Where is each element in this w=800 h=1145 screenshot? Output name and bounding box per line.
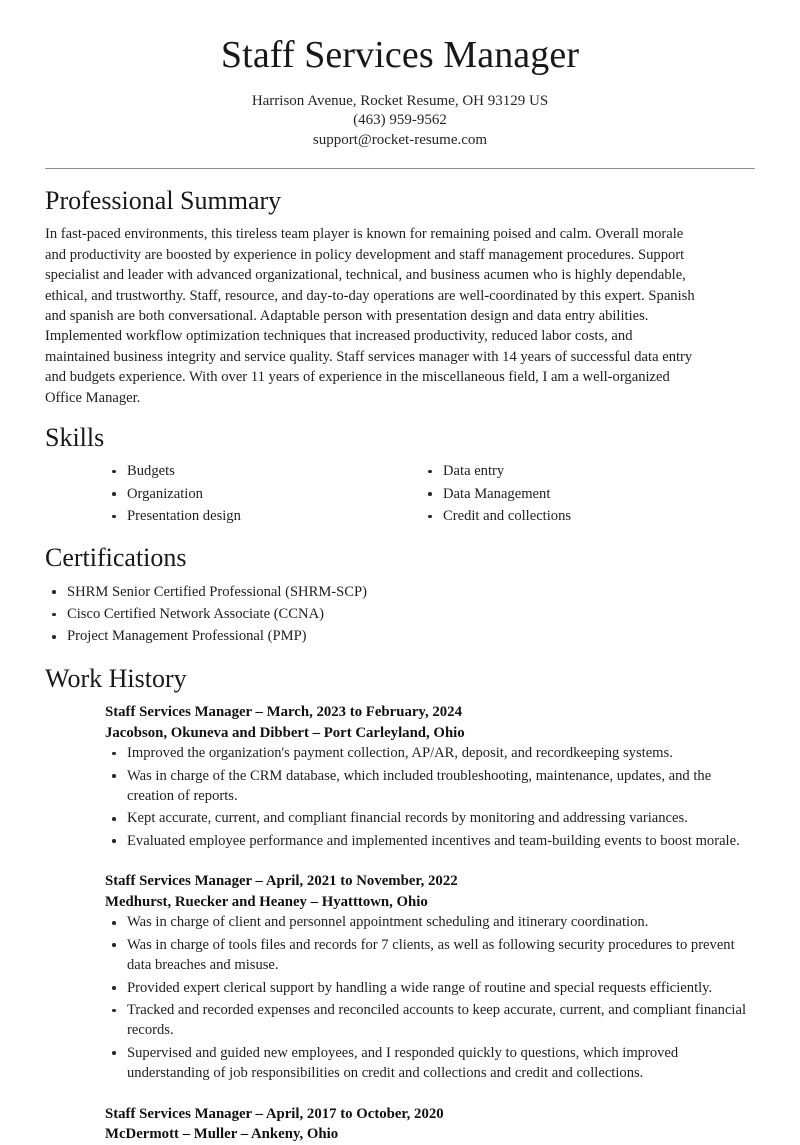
summary-text: In fast-paced environments, this tireless team player is known for remaining poised and calm. Overall morale and productivity are boosted by experience in policy development and staff management procedures. Support specialist and leader with advanced organizational, technical, and business acumen who is highly dependable, ethical, and trustworthy. Staff, resource, and day-to-day operations are well-coordinated by this expert. Spanish and spanish are both conversational. Adaptable person with presentation design and data entry abilities. Implemented workflow optimization techniques that increased productivity, reduced labor costs, and maintained business integrity and service quality. Staff services manager with 14 years of successful data entry and budgets experience. With over 11 years of experience in the miscellaneous field, I am a well-organized Office Manager.	[45, 226, 695, 406]
list-item: Organization	[105, 484, 421, 504]
job-title: Staff Services Manager – April, 2021 to November, 2022	[105, 873, 458, 890]
list-item: Kept accurate, current, and compliant financial records by monitoring and addressing variances.	[105, 808, 755, 828]
job-title: Staff Services Manager – April, 2017 to October, 2020	[105, 1105, 444, 1122]
work-history-entry	[105, 702, 755, 851]
list-item: Tracked and recorded expenses and reconciled accounts to keep accurate, current, and compliant financial records.	[105, 1000, 755, 1041]
skills-column-right	[421, 461, 737, 528]
contact-address: Harrison Avenue, Rocket Resume, OH 93129 US	[251, 92, 549, 109]
job-company: Medhurst, Ruecker and Heaney – Hyatttown, Ohio	[105, 893, 428, 910]
list-item: Credit and collections	[421, 506, 737, 526]
section-heading-skills: Skills	[45, 423, 105, 453]
page-title: Staff Services Manager	[220, 34, 580, 76]
resume-header	[0, 0, 800, 150]
contact-phone: (463) 959-9562	[353, 112, 447, 129]
contact-email: support@rocket-resume.com	[312, 131, 488, 148]
list-item: Project Management Professional (PMP)	[45, 626, 755, 646]
list-item: Cisco Certified Network Associate (CCNA)	[45, 604, 755, 624]
list-item: Data Management	[421, 484, 737, 504]
list-item: Provided expert clerical support by handling a wide range of routine and special requests efficiently.	[105, 978, 755, 998]
skills-columns	[105, 461, 755, 528]
job-responsibilities	[105, 743, 755, 851]
work-history-entry	[105, 1104, 755, 1145]
section-certifications	[45, 528, 755, 646]
list-item: Supervised and guided new employees, and I responded quickly to questions, which improved understanding of job responsibilities on credit and collections and credit and collections.	[105, 1043, 755, 1084]
list-item: Was in charge of the CRM database, which included troubleshooting, maintenance, updates, and the creation of reports.	[105, 766, 755, 807]
list-item: Improved the organization's payment collection, AP/AR, deposit, and recordkeeping systems.	[105, 743, 755, 763]
list-item: Budgets	[105, 461, 421, 481]
job-responsibilities	[105, 912, 755, 1083]
list-item: Was in charge of tools files and records for 7 clients, as well as following security procedures to prevent data breaches and misuse.	[105, 935, 755, 976]
work-history-entry	[105, 871, 755, 1083]
list-item: Evaluated employee performance and implemented incentives and team-building events to boost morale.	[105, 831, 755, 851]
section-skills	[45, 408, 755, 528]
certifications-list	[45, 582, 755, 647]
section-heading-summary: Professional Summary	[45, 186, 282, 216]
job-company: McDermott – Muller – Ankeny, Ohio	[105, 1126, 339, 1143]
job-title: Staff Services Manager – March, 2023 to February, 2024	[105, 704, 462, 721]
list-item: SHRM Senior Certified Professional (SHRM-SCP)	[45, 582, 755, 602]
section-professional-summary	[45, 169, 755, 408]
section-heading-work-history: Work History	[45, 663, 187, 693]
list-item: Presentation design	[105, 506, 421, 526]
skills-column-left	[105, 461, 421, 528]
section-work-history	[45, 649, 755, 1145]
list-item: Data entry	[421, 461, 737, 481]
job-company: Jacobson, Okuneva and Dibbert – Port Carleyland, Ohio	[105, 724, 465, 741]
section-heading-certifications: Certifications	[45, 543, 187, 573]
list-item: Was in charge of client and personnel appointment scheduling and itinerary coordination.	[105, 912, 755, 932]
